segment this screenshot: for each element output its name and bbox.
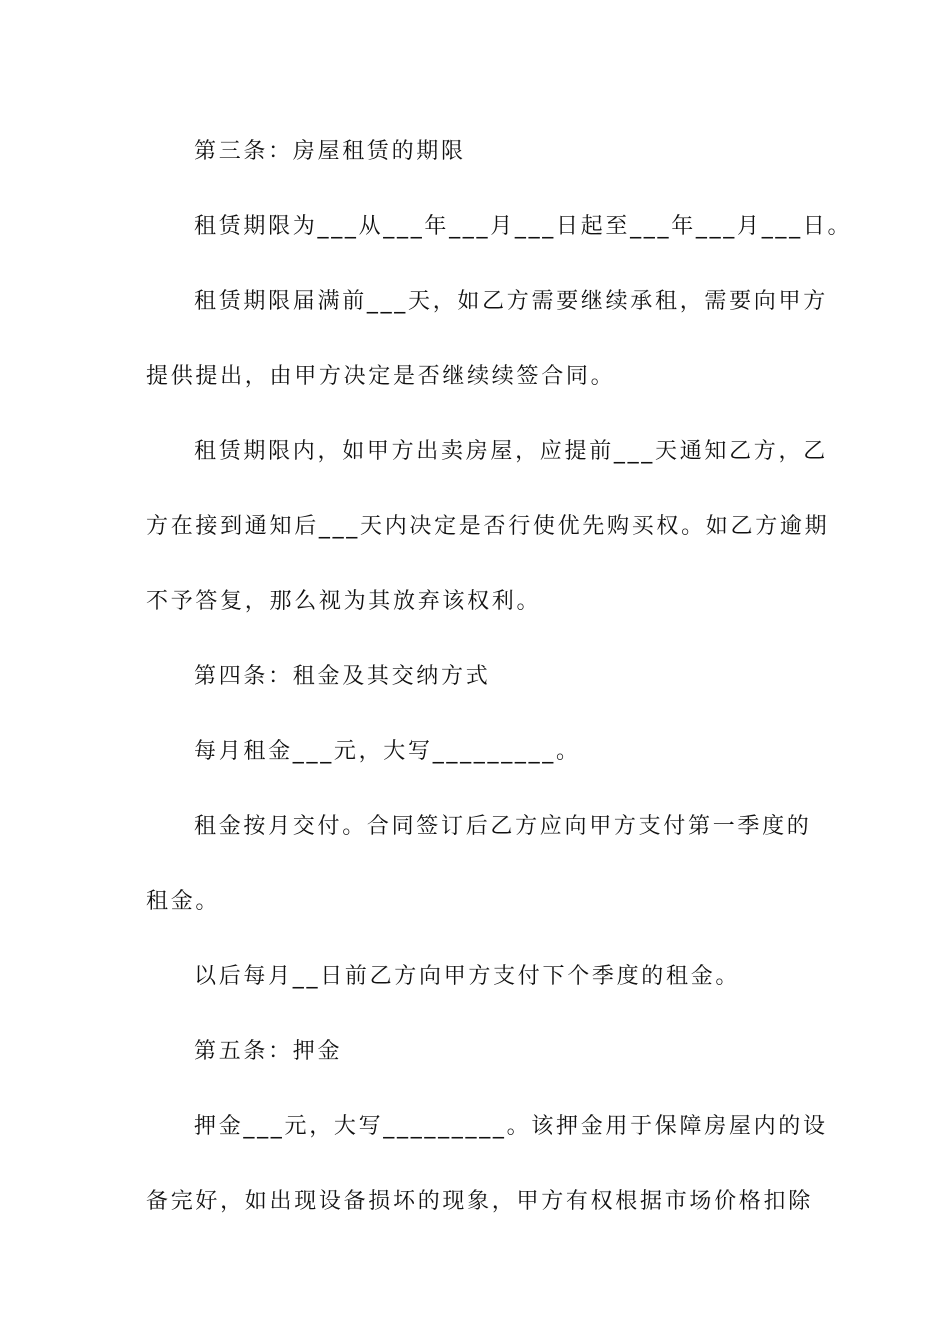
monthly-rent-line: 每月租金___元，大写_________。	[194, 739, 581, 764]
sale-paragraph-line-3: 不予答复，那么视为其放弃该权利。	[146, 589, 542, 614]
deposit-paragraph-line-1: 押金___元，大写_________。该押金用于保障房屋内的设	[194, 1114, 828, 1139]
sale-paragraph-line-2: 方在接到通知后___天内决定是否行使优先购买权。如乙方逾期	[146, 514, 830, 539]
section-heading-4: 第四条：租金及其交纳方式	[194, 664, 491, 689]
section-heading-5: 第五条：押金	[194, 1039, 343, 1064]
renewal-paragraph-line-2: 提供提出，由甲方决定是否继续续签合同。	[146, 364, 616, 389]
section-heading-3: 第三条：房屋租赁的期限	[194, 139, 466, 164]
payment-paragraph-line-1: 租金按月交付。合同签订后乙方应向甲方支付第一季度的	[194, 814, 812, 839]
renewal-paragraph-line-1: 租赁期限届满前___天，如乙方需要继续承租，需要向甲方	[194, 289, 828, 314]
payment-paragraph-line-2: 租金。	[146, 889, 221, 914]
deposit-paragraph-line-2: 备完好，如出现设备损坏的现象，甲方有权根据市场价格扣除	[146, 1189, 813, 1214]
sale-paragraph-line-1: 租赁期限内，如甲方出卖房屋，应提前___天通知乙方，乙	[194, 439, 828, 464]
lease-term-line: 租赁期限为___从___年___月___日起至___年___月___日。	[194, 214, 853, 239]
quarterly-payment-line: 以后每月__日前乙方向甲方支付下个季度的租金。	[194, 964, 741, 989]
